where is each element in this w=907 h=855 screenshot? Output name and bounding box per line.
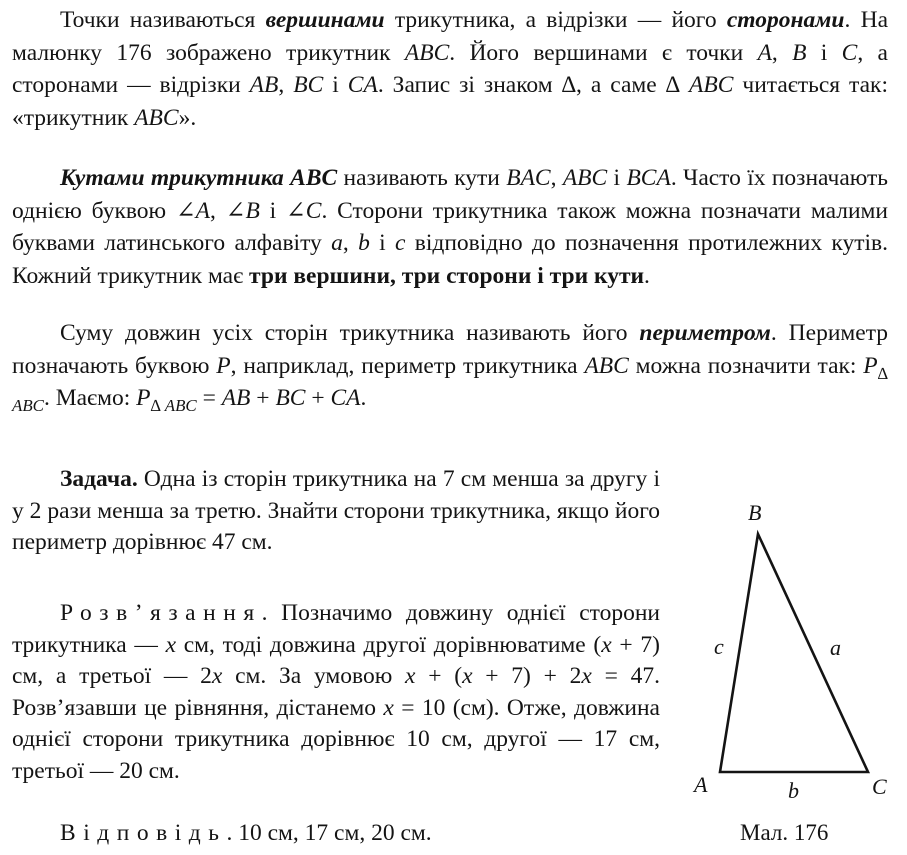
math-var: P — [863, 352, 878, 379]
vertex-label-a: A — [694, 772, 708, 797]
text-run: трикутника, а відрізки — його — [384, 7, 727, 33]
side-label-b: b — [788, 778, 799, 803]
text-run: , — [550, 165, 563, 191]
side-label-c: c — [714, 634, 724, 659]
text-run: . Запис зі знаком ∆, а саме ∆ — [377, 72, 690, 98]
text-run: . Часто їх позначають однією буквою ∠ — [12, 165, 889, 224]
math-var: x — [211, 663, 223, 689]
text-run: , ∠ — [210, 197, 246, 224]
text-run: читається так: «трикутник — [12, 72, 888, 131]
triangle-figure — [690, 490, 900, 855]
math-var: CA — [347, 72, 378, 98]
math-var: B — [245, 197, 260, 224]
text-run: + — [305, 385, 331, 411]
answer-label: Відповідь — [60, 820, 227, 846]
text-run: Суму довжин усіх сторін трикутника називають його — [60, 320, 640, 346]
text-run: . — [644, 262, 650, 289]
math-var: ABC — [134, 104, 179, 131]
answer-paragraph — [12, 818, 660, 850]
task-label: Задача. — [60, 466, 138, 492]
text-run: і — [369, 230, 396, 256]
math-var: A — [757, 39, 772, 66]
text-run: см. За умовою — [222, 663, 406, 689]
math-var: ABC — [689, 72, 734, 98]
math-var: P — [216, 352, 231, 379]
math-var: x — [383, 694, 394, 721]
text-run: + — [250, 385, 276, 411]
paragraph-vertices-sides — [12, 4, 888, 134]
math-var: AB — [221, 385, 251, 411]
math-var: C — [841, 39, 858, 66]
vertex-label-c: C — [872, 774, 887, 799]
solution-label: Розв’язання — [60, 600, 262, 626]
text-run: . Сторони трикутника також можна позначати малими буквами латинського алфавіту — [12, 197, 888, 256]
math-var: A — [195, 197, 211, 224]
math-var: P — [136, 385, 151, 411]
math-var: x — [462, 663, 473, 689]
text-run: , — [771, 39, 793, 66]
text-run: . На малюнку 176 зображено трикутник — [12, 7, 888, 66]
math-var: C — [305, 197, 322, 224]
math-var: BC — [293, 72, 324, 98]
triangle-diagram — [690, 490, 900, 815]
math-var: b — [358, 230, 370, 256]
emphasis-three-elements: три вершини, три сторони і три кути — [249, 262, 645, 289]
math-subscript: ∆ ABC — [12, 363, 888, 415]
side-label-a: a — [830, 635, 841, 660]
math-var: BC — [275, 385, 306, 411]
text-run: , — [342, 230, 359, 256]
term-vertices: вершинами — [265, 7, 385, 33]
math-var: AB — [249, 72, 279, 98]
triangle-shape — [720, 534, 868, 772]
text-run: можна позначити так: — [628, 352, 864, 379]
math-subscript: ∆ ABC — [150, 395, 197, 415]
math-var: B — [792, 39, 807, 66]
vertex-label-b: B — [748, 500, 762, 525]
text-run: і — [607, 165, 627, 191]
text-run: = 10 (см). Отже, довжина однієї сторони трикутника дорівнює 10 см, другої — 17 см, третьої — 20 см. — [12, 694, 660, 784]
text-run: , — [278, 72, 294, 98]
math-var: c — [395, 230, 406, 256]
math-var: CA — [330, 385, 361, 411]
text-run: = 47. Розв’язавши це рівняння, дістанемо — [12, 663, 660, 721]
text-run: . 10 см, 17 см, 20 см. — [226, 820, 432, 846]
text-run: і — [323, 72, 348, 98]
math-var: ABC — [562, 165, 608, 191]
text-run: відповідно до позначення протилежних кутів. Кожний трикутник має — [12, 230, 888, 289]
math-var: a — [331, 230, 343, 256]
text-run: і ∠ — [259, 197, 306, 224]
text-run: Одна із сторін трикутника на 7 см менша за другу і у 2 рази менша за третю. Знайти сторони трикутника, якщо його периметр дорівнює 47 см. — [12, 466, 660, 555]
paragraph-angles — [12, 162, 888, 292]
text-run: і — [806, 39, 842, 66]
text-run: = — [196, 385, 222, 411]
math-var: ABC — [584, 352, 629, 379]
term-perimeter: периметром — [639, 320, 771, 346]
text-run: + ( — [415, 663, 463, 689]
text-run: Точки називаються — [60, 7, 266, 33]
solution-paragraph — [12, 598, 660, 787]
term-angles: Кутами трикутника ABC — [60, 165, 338, 191]
text-run: , а сторонами — відрізки — [12, 39, 888, 98]
text-run: . Позначимо довжину однієї сторони трикутника — — [12, 600, 660, 658]
math-var: x — [581, 663, 592, 689]
text-run: + 7) см, а третьої — 2 — [12, 631, 660, 689]
text-run: , наприклад, периметр трикутника — [230, 352, 585, 379]
text-run: см, тоді довжина другої дорівнюватиме ( — [176, 631, 602, 658]
text-run: ». — [178, 104, 197, 131]
text-run: + 7) + 2 — [472, 663, 582, 689]
math-var: x — [405, 663, 416, 689]
task-paragraph — [12, 464, 660, 559]
figure-caption: Мал. 176 — [740, 820, 829, 845]
term-sides: сторонами — [726, 7, 845, 33]
math-var: x — [601, 631, 612, 658]
math-var: BCA — [626, 165, 671, 191]
math-var: BAC — [506, 165, 551, 191]
paragraph-perimeter — [12, 317, 888, 415]
math-var: ABC — [404, 39, 450, 66]
text-run: . Його вершинами є точки — [449, 39, 758, 66]
text-run: . Маємо: — [43, 385, 137, 411]
math-var: x — [165, 631, 177, 658]
text-run: . — [360, 385, 367, 411]
text-run: називають кути — [337, 165, 507, 191]
text-run: . Периметр позначають буквою — [12, 320, 888, 379]
